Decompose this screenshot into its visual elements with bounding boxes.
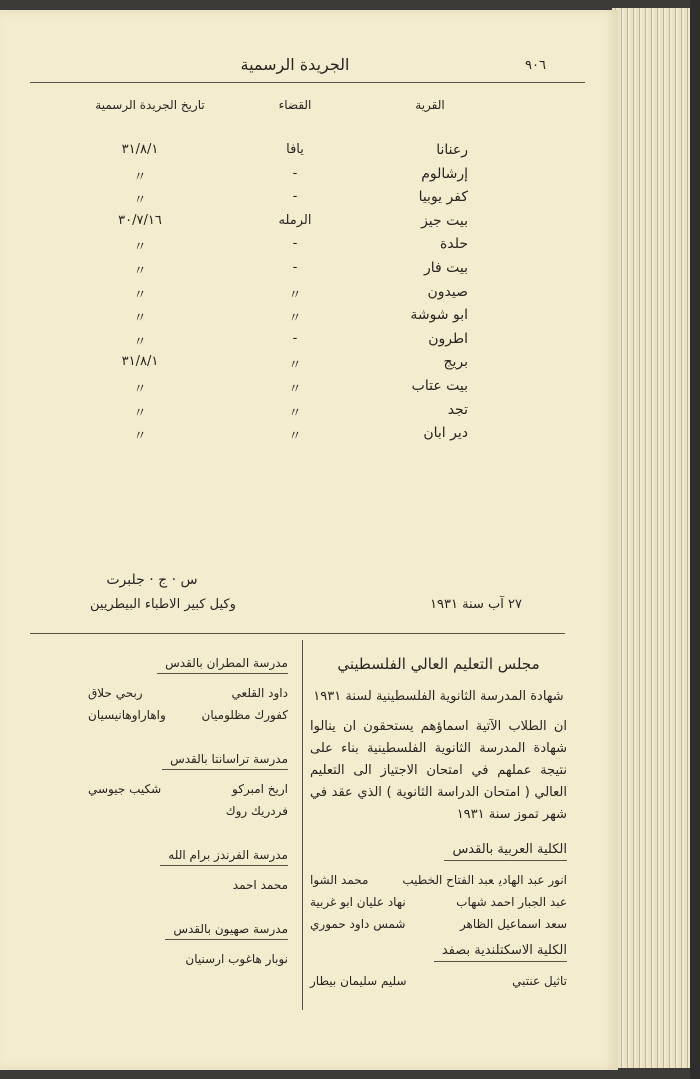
school-heading: مدرسة صهيون بالقدس bbox=[165, 922, 288, 940]
school-heading: الكلية العربية بالقدس bbox=[444, 842, 567, 861]
student-name: نهاد عليان ابو غربية bbox=[310, 895, 406, 909]
school-heading: مدرسة تراسانتا بالقدس bbox=[162, 752, 288, 770]
table-cell-date: 〃 bbox=[133, 287, 147, 303]
student-row bbox=[88, 874, 288, 896]
student-name: محمد احمد bbox=[232, 878, 288, 892]
col-header-village: القرية bbox=[415, 98, 445, 112]
table-cell-district: 〃 bbox=[288, 311, 302, 327]
table-cell-date: 〃 bbox=[133, 311, 147, 327]
signatory-role: وكيل كبير الاطباء البيطريين bbox=[90, 597, 236, 612]
table-cell-date: 〃 bbox=[133, 429, 147, 445]
table-cell-village: حلدة bbox=[440, 236, 468, 253]
table-cell-village: تجد bbox=[447, 401, 468, 418]
table-cell-district: 〃 bbox=[288, 287, 302, 303]
student-name: شمس داود حموري bbox=[310, 917, 406, 931]
table-cell-village: إرشالوم bbox=[421, 165, 468, 182]
table-cell-district: يافا bbox=[286, 142, 304, 157]
table-cell-village: اطرون bbox=[428, 330, 468, 347]
table-cell-date: 〃 bbox=[133, 169, 147, 185]
table-cell-village: صيدون bbox=[427, 283, 468, 300]
col-header-date: تاريخ الجريدة الرسمية bbox=[95, 98, 205, 112]
table-cell-village: بيت فار bbox=[423, 260, 468, 276]
table-cell-district: - bbox=[292, 330, 298, 346]
table-cell-district: - bbox=[292, 165, 298, 181]
school-heading: مدرسة الفرندز برام الله bbox=[160, 848, 288, 866]
student-row bbox=[310, 891, 567, 913]
school-heading: الكلية الاسكتلندية بصفد bbox=[434, 943, 567, 962]
table-cell-district: 〃 bbox=[288, 429, 302, 445]
student-name: عبد الفتاح الخطيب bbox=[402, 873, 494, 887]
table-cell-district: 〃 bbox=[288, 382, 302, 397]
table-cell-date: ٣٠/٧/١٦ bbox=[118, 212, 162, 228]
page-number: ٩٠٦ bbox=[525, 58, 546, 73]
table-cell-village: دير ابان bbox=[423, 425, 468, 442]
student-name: اريخ امبركو bbox=[232, 782, 288, 796]
student-name-pair bbox=[402, 869, 567, 891]
table-cell-date: 〃 bbox=[133, 382, 147, 397]
table-cell-date: 〃 bbox=[133, 405, 147, 421]
table-cell-date: 〃 bbox=[133, 334, 147, 350]
student-name: سعد اسماعيل الظاهر bbox=[459, 917, 567, 931]
table-cell-district: - bbox=[292, 236, 298, 252]
col-header-district: القضاء bbox=[278, 98, 312, 112]
student-row bbox=[310, 913, 567, 935]
header-rule bbox=[30, 82, 585, 83]
student-name: شكيب جيوسي bbox=[88, 782, 162, 796]
column-divider bbox=[302, 640, 303, 1010]
student-row bbox=[88, 948, 288, 970]
student-row bbox=[88, 800, 288, 822]
table-cell-village: ابو شوشة bbox=[410, 307, 468, 324]
table-cell-district: 〃 bbox=[288, 358, 302, 374]
book-cover bbox=[690, 0, 700, 1079]
table-cell-district: 〃 bbox=[288, 405, 302, 421]
student-row bbox=[310, 869, 567, 891]
student-name: نوبار هاغوب ارسنيان bbox=[185, 952, 288, 966]
notice-body: ان الطلاب الآتية اسماؤهم يستحقون ان ينالوا شهادة المدرسة الثانوية الفلسطينية بناء على نتيجة عملهم في امتحان الاجتياز الى التعليم العالي ( امتحان الدراسة الثانوية ) الذي عقد في شهر تموز سنة ١٩٣١ bbox=[310, 719, 567, 822]
student-name: ربحي حلاق bbox=[88, 686, 143, 700]
student-name: فردريك روك bbox=[225, 804, 288, 818]
table-cell-date: 〃 bbox=[133, 264, 147, 279]
student-row bbox=[88, 704, 288, 726]
signatory-name: س · ج · جلبرت bbox=[106, 572, 198, 588]
table-cell-date: 〃 bbox=[133, 193, 147, 209]
student-name: سليم سليمان بيطار bbox=[310, 974, 407, 988]
notice-right-column bbox=[310, 655, 567, 992]
student-name: داود القلعي bbox=[231, 686, 288, 700]
table-cell-district: - bbox=[292, 260, 298, 275]
notice-subtitle: شهادة المدرسة الثانوية الفلسطينية لسنة ١٩٣١ bbox=[313, 689, 564, 704]
table-cell-village: رعنانا bbox=[436, 142, 468, 158]
student-name: محمد الشوا bbox=[310, 873, 369, 887]
page-edges bbox=[612, 8, 692, 1068]
student-name: عبد الجبار احمد شهاب bbox=[456, 895, 567, 909]
page-title: الجريدة الرسمية bbox=[240, 55, 350, 74]
section-divider bbox=[30, 633, 565, 634]
table-cell-date: ٣١/٨/١ bbox=[121, 354, 159, 370]
notice-left-column bbox=[88, 648, 288, 970]
table-cell-village: كفر يوبيا bbox=[418, 189, 468, 206]
table-cell-date: 〃 bbox=[133, 240, 147, 256]
student-name: كفورك مظلوميان bbox=[201, 708, 288, 722]
student-row bbox=[88, 778, 288, 800]
student-name: تاثيل عنتبي bbox=[512, 974, 567, 988]
student-row bbox=[310, 970, 567, 992]
student-name: انور عبد الهادي bbox=[498, 873, 567, 887]
notice-title: مجلس التعليم العالي الفلسطيني bbox=[337, 655, 540, 673]
table-cell-village: بيت جيز bbox=[421, 212, 468, 229]
table-cell-district: - bbox=[292, 189, 298, 205]
table-cell-district: الرمله bbox=[278, 212, 312, 228]
school-heading: مدرسة المطران بالقدس bbox=[157, 656, 288, 674]
table-cell-village: بيت عتاب bbox=[411, 378, 468, 394]
table-cell-date: ٣١/٨/١ bbox=[121, 142, 159, 157]
signature-date: ٢٧ آب سنة ١٩٣١ bbox=[430, 597, 522, 612]
student-row bbox=[88, 682, 288, 704]
table-cell-village: بريج bbox=[443, 354, 468, 371]
document-page bbox=[0, 10, 618, 1070]
student-name: واهاراوهانيسيان bbox=[88, 708, 166, 722]
